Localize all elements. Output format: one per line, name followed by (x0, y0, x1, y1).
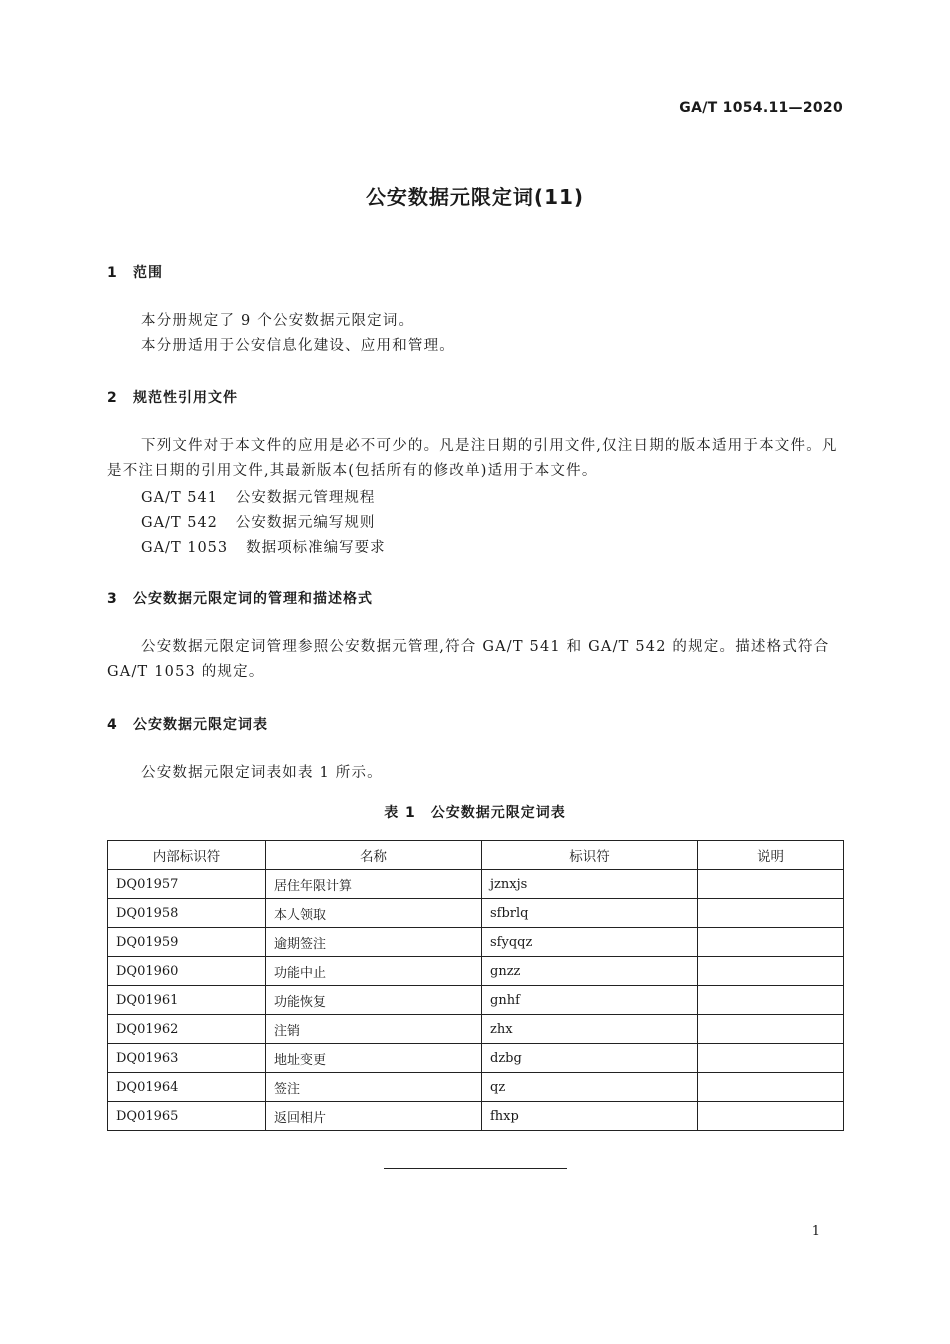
table-cell: 签注 (266, 1073, 482, 1102)
section-3-paragraph-1: 公安数据元限定词管理参照公安数据元管理,符合 GA/T 541 和 GA/T 542 的规定。描述格式符合 GA/T 1053 的规定。 (107, 639, 830, 680)
table-cell (698, 1073, 844, 1102)
table-cell: DQ01957 (108, 870, 266, 899)
table-row (108, 899, 844, 928)
standard-number: GA/T 1054.11—2020 (679, 100, 843, 116)
section-number: 3 (107, 591, 118, 607)
reference-title: 公安数据元管理规程 (235, 490, 376, 506)
table-cell: DQ01961 (108, 986, 266, 1015)
table-cell: DQ01958 (108, 899, 266, 928)
table-cell: 逾期签注 (266, 928, 482, 957)
table-row (108, 957, 844, 986)
table-row (108, 1102, 844, 1131)
table-cell: gnzz (482, 957, 698, 986)
table-cell: DQ01962 (108, 1015, 266, 1044)
section-4-heading (107, 714, 268, 734)
table-row (108, 1044, 844, 1073)
table-cell: DQ01965 (108, 1102, 266, 1131)
table-cell: sfbrlq (482, 899, 698, 928)
reference-item (141, 536, 386, 557)
table-cell: 返回相片 (266, 1102, 482, 1131)
section-1-heading (107, 262, 163, 282)
table-cell: zhx (482, 1015, 698, 1044)
table-caption: 表 1 公安数据元限定词表 (384, 805, 566, 821)
table-cell: 功能中止 (266, 957, 482, 986)
table-row (108, 1073, 844, 1102)
table-cell: jznxjs (482, 870, 698, 899)
table-cell: gnhf (482, 986, 698, 1015)
table-row (108, 870, 844, 899)
table-cell: DQ01964 (108, 1073, 266, 1102)
section-1-paragraph-1: 本分册规定了 9 个公安数据元限定词。 (141, 313, 415, 329)
table-cell (698, 986, 844, 1015)
page-number: 1 (811, 1224, 820, 1239)
table-row (108, 928, 844, 957)
table-cell (698, 1015, 844, 1044)
qualifier-table (107, 840, 844, 1131)
table-cell: 地址变更 (266, 1044, 482, 1073)
reference-title: 公安数据元编写规则 (235, 515, 376, 531)
table-cell: sfyqqz (482, 928, 698, 957)
table-cell (698, 1044, 844, 1073)
reference-item (141, 486, 375, 507)
end-rule (384, 1168, 567, 1169)
table-cell (698, 1102, 844, 1131)
table-cell: dzbg (482, 1044, 698, 1073)
column-header: 标识符 (482, 841, 698, 870)
section-4-paragraph-1: 公安数据元限定词表如表 1 所示。 (141, 765, 383, 781)
section-number: 4 (107, 717, 118, 733)
column-header: 说明 (698, 841, 844, 870)
section-title: 范围 (133, 265, 163, 281)
section-1-paragraph-2: 本分册适用于公安信息化建设、应用和管理。 (141, 338, 455, 354)
table-cell: DQ01963 (108, 1044, 266, 1073)
reference-title: 数据项标准编写要求 (246, 540, 386, 556)
reference-code: GA/T 541 (141, 490, 218, 506)
section-3-heading (107, 588, 373, 608)
reference-code: GA/T 1053 (141, 540, 229, 556)
table-cell (698, 928, 844, 957)
table-cell (698, 899, 844, 928)
section-title: 公安数据元限定词表 (133, 717, 268, 733)
column-header: 名称 (266, 841, 482, 870)
table-row (108, 1015, 844, 1044)
table-cell (698, 957, 844, 986)
table-cell: 功能恢复 (266, 986, 482, 1015)
table-cell: 注销 (266, 1015, 482, 1044)
table-header-row (108, 841, 844, 870)
table-cell: 居住年限计算 (266, 870, 482, 899)
table-cell: qz (482, 1073, 698, 1102)
reference-item (141, 511, 375, 532)
column-header: 内部标识符 (108, 841, 266, 870)
table-row (108, 986, 844, 1015)
table-cell: fhxp (482, 1102, 698, 1131)
table-cell: DQ01959 (108, 928, 266, 957)
table-cell (698, 870, 844, 899)
section-title: 公安数据元限定词的管理和描述格式 (133, 591, 373, 607)
section-2-paragraph-1: 下列文件对于本文件的应用是必不可少的。凡是注日期的引用文件,仅注日期的版本适用于本文件。凡是不注日期的引用文件,其最新版本(包括所有的修改单)适用于本文件。 (107, 438, 838, 479)
section-2-heading (107, 387, 238, 407)
table-cell: DQ01960 (108, 957, 266, 986)
document-title: 公安数据元限定词(11) (365, 185, 585, 209)
reference-code: GA/T 542 (141, 515, 218, 531)
table-cell: 本人领取 (266, 899, 482, 928)
section-number: 2 (107, 390, 118, 406)
section-number: 1 (107, 265, 118, 281)
section-title: 规范性引用文件 (133, 390, 238, 406)
